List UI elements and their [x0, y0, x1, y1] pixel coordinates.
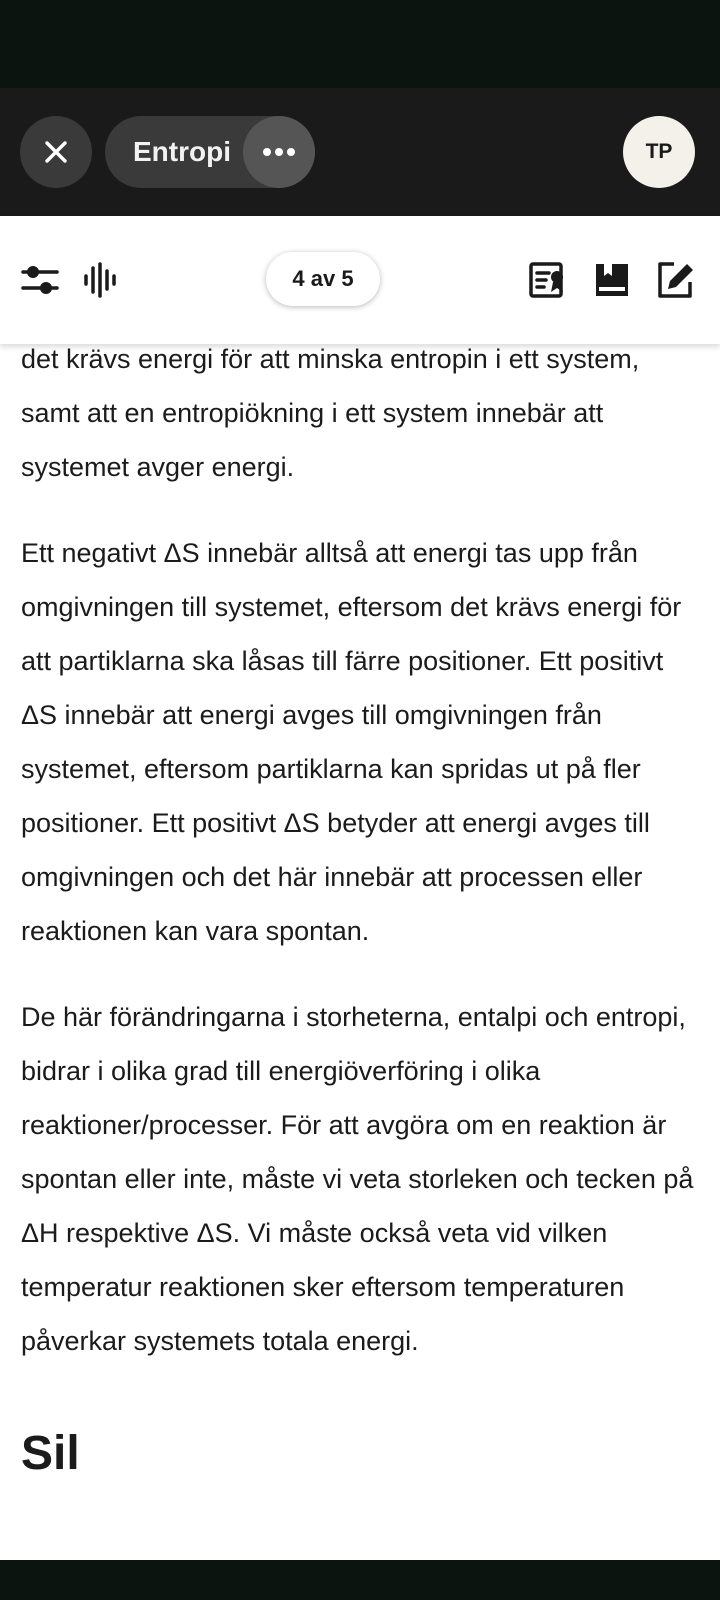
chapter-title: Entropi: [133, 136, 231, 167]
user-avatar[interactable]: TP: [623, 116, 695, 188]
read-aloud-button[interactable]: [76, 256, 124, 304]
paragraph: De här förändringarna i storheterna, entalpi och entropi, bidrar i olika grad till energiöverföring i olika reaktioner/processer. För att avgöra om en reaktion är spontan eller inte, måste vi veta storleken och tecken på ΔH respektive ΔS. Vi måste också veta vid vilken temperatur reaktionen sker eftersom temperaturen påverkar systemets totala energi.: [21, 1002, 694, 1356]
bookmark-book-icon: [594, 262, 630, 298]
reading-content[interactable]: [0, 332, 720, 1560]
navigation-bar: [0, 1560, 720, 1600]
status-bar: [0, 0, 720, 88]
paragraph: det krävs energi för att minska entropin i ett system, samt att en entropiökning i ett system innebär att systemet avger energi.: [21, 344, 640, 482]
edit-button[interactable]: [652, 256, 700, 304]
chapter-title-pill[interactable]: [105, 116, 315, 188]
section-heading: Sil: [21, 1427, 80, 1480]
close-icon: [43, 139, 69, 165]
bookmark-button[interactable]: [588, 256, 636, 304]
reader-toolbar: [0, 216, 720, 344]
close-button[interactable]: [20, 116, 92, 188]
paragraph: Ett negativt ΔS innebär alltså att energi tas upp från omgivningen till systemet, eftersom det krävs energi för att partiklarna ska låsas till färre positioner. Ett positivt ΔS innebär att energi avges till omgivningen från systemet, eftersom partiklarna kan spridas ut på fler positioner. Ett positivt ΔS betyder att energi avges till omgivningen och det här innebär att processen eller reaktionen kan vara spontan.: [21, 538, 682, 946]
page-indicator[interactable]: 4 av 5: [266, 252, 380, 306]
edit-note-icon: [657, 261, 695, 299]
more-horizontal-icon: [262, 147, 296, 157]
notes-button[interactable]: [524, 256, 572, 304]
settings-sliders-icon: [20, 262, 60, 298]
more-options-button[interactable]: [243, 116, 315, 188]
audio-waveform-icon: [82, 262, 118, 298]
top-app-bar: [0, 88, 720, 216]
reader-settings-button[interactable]: [16, 256, 64, 304]
notes-icon: [529, 262, 567, 298]
